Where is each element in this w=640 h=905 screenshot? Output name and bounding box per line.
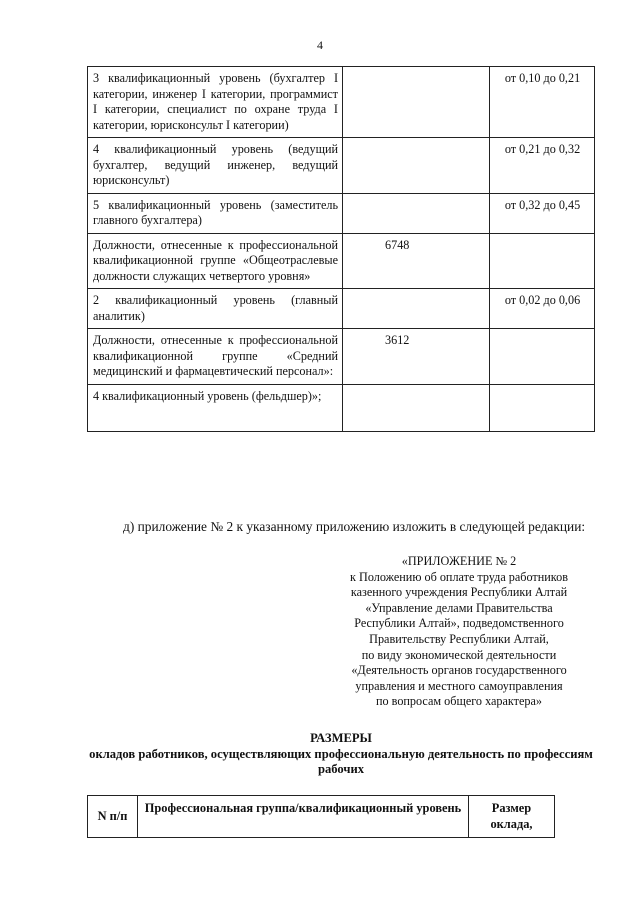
appendix-header: [322, 554, 596, 710]
appendix-title: «ПРИЛОЖЕНИЕ № 2: [401, 554, 517, 568]
appendix-line: по виду экономической деятельности: [361, 647, 557, 662]
table-row: [88, 138, 595, 194]
appendix-line: Республики Алтай», подведомственного: [354, 616, 564, 631]
worker-salary-table: [87, 795, 555, 838]
table-cell-coefficient: [490, 384, 595, 431]
heading-title: РАЗМЕРЫ: [310, 731, 372, 745]
table-cell-salary: 3612: [343, 329, 490, 385]
table-cell-coefficient: [490, 233, 595, 289]
table-cell-salary: 6748: [343, 233, 490, 289]
table-row: [88, 329, 595, 385]
appendix-line: «Управление делами Правительства: [365, 600, 553, 615]
table-cell-description: Должности, отнесенные к профессиональной квалификационной группе «Средний медицинский и фармацевтический персонал»:: [88, 329, 343, 385]
table-cell-description: 3 квалификационный уровень (бухгалтер I категории, инженер I категории, программист I категории, специалист по охране труда I категории, юрисконсульт I категории): [88, 67, 343, 138]
table-cell-salary: [343, 193, 490, 233]
column-header-number: N п/п: [88, 796, 138, 838]
section-heading: [87, 731, 595, 778]
table-cell-coefficient: от 0,10 до 0,21: [490, 67, 595, 138]
amendment-paragraph: д) приложение № 2 к указанному приложению изложить в следующей редакции:: [123, 519, 586, 534]
appendix-line: к Положению об оплате труда работников: [350, 569, 568, 584]
table-header-row: [88, 796, 555, 838]
appendix-line: «Деятельность органов государственного: [351, 663, 567, 678]
table-cell-salary: [343, 67, 490, 138]
table-row: [88, 193, 595, 233]
table-cell-description: 5 квалификационный уровень (заместитель главного бухгалтера): [88, 193, 343, 233]
table-cell-coefficient: от 0,21 до 0,32: [490, 138, 595, 194]
appendix-line: казенного учреждения Республики Алтай: [350, 585, 568, 600]
table-cell-description: 2 квалификационный уровень (главный аналитик): [88, 289, 343, 329]
page-number: 4: [317, 38, 323, 52]
appendix-line: по вопросам общего характера»: [375, 694, 543, 709]
table-cell-description: Должности, отнесенные к профессиональной квалификационной группе «Общеотраслевые должности служащих четвертого уровня»: [88, 233, 343, 289]
table-row: [88, 289, 595, 329]
table-cell-salary: [343, 384, 490, 431]
table-cell-coefficient: от 0,32 до 0,45: [490, 193, 595, 233]
salary-coefficient-table: [87, 66, 595, 432]
column-header-salary: Размер оклада,: [469, 796, 555, 838]
table-row: [88, 67, 595, 138]
heading-subtitle: окладов работников, осуществляющих профессиональную деятельность по профессиям рабочих: [89, 746, 593, 776]
table-cell-coefficient: [490, 329, 595, 385]
appendix-line: управления и местного самоуправления: [355, 678, 563, 693]
table-cell-description: 4 квалификационный уровень (ведущий бухгалтер, ведущий инженер, ведущий юрисконсульт): [88, 138, 343, 194]
table-cell-description: 4 квалификационный уровень (фельдшер)»;: [88, 384, 343, 431]
table-row: [88, 233, 595, 289]
appendix-line: Правительству Республики Алтай,: [369, 631, 549, 646]
column-header-group: Профессиональная группа/квалификационный уровень: [138, 796, 469, 838]
table-cell-salary: [343, 289, 490, 329]
table-cell-coefficient: от 0,02 до 0,06: [490, 289, 595, 329]
table-cell-salary: [343, 138, 490, 194]
table-row: [88, 384, 595, 431]
